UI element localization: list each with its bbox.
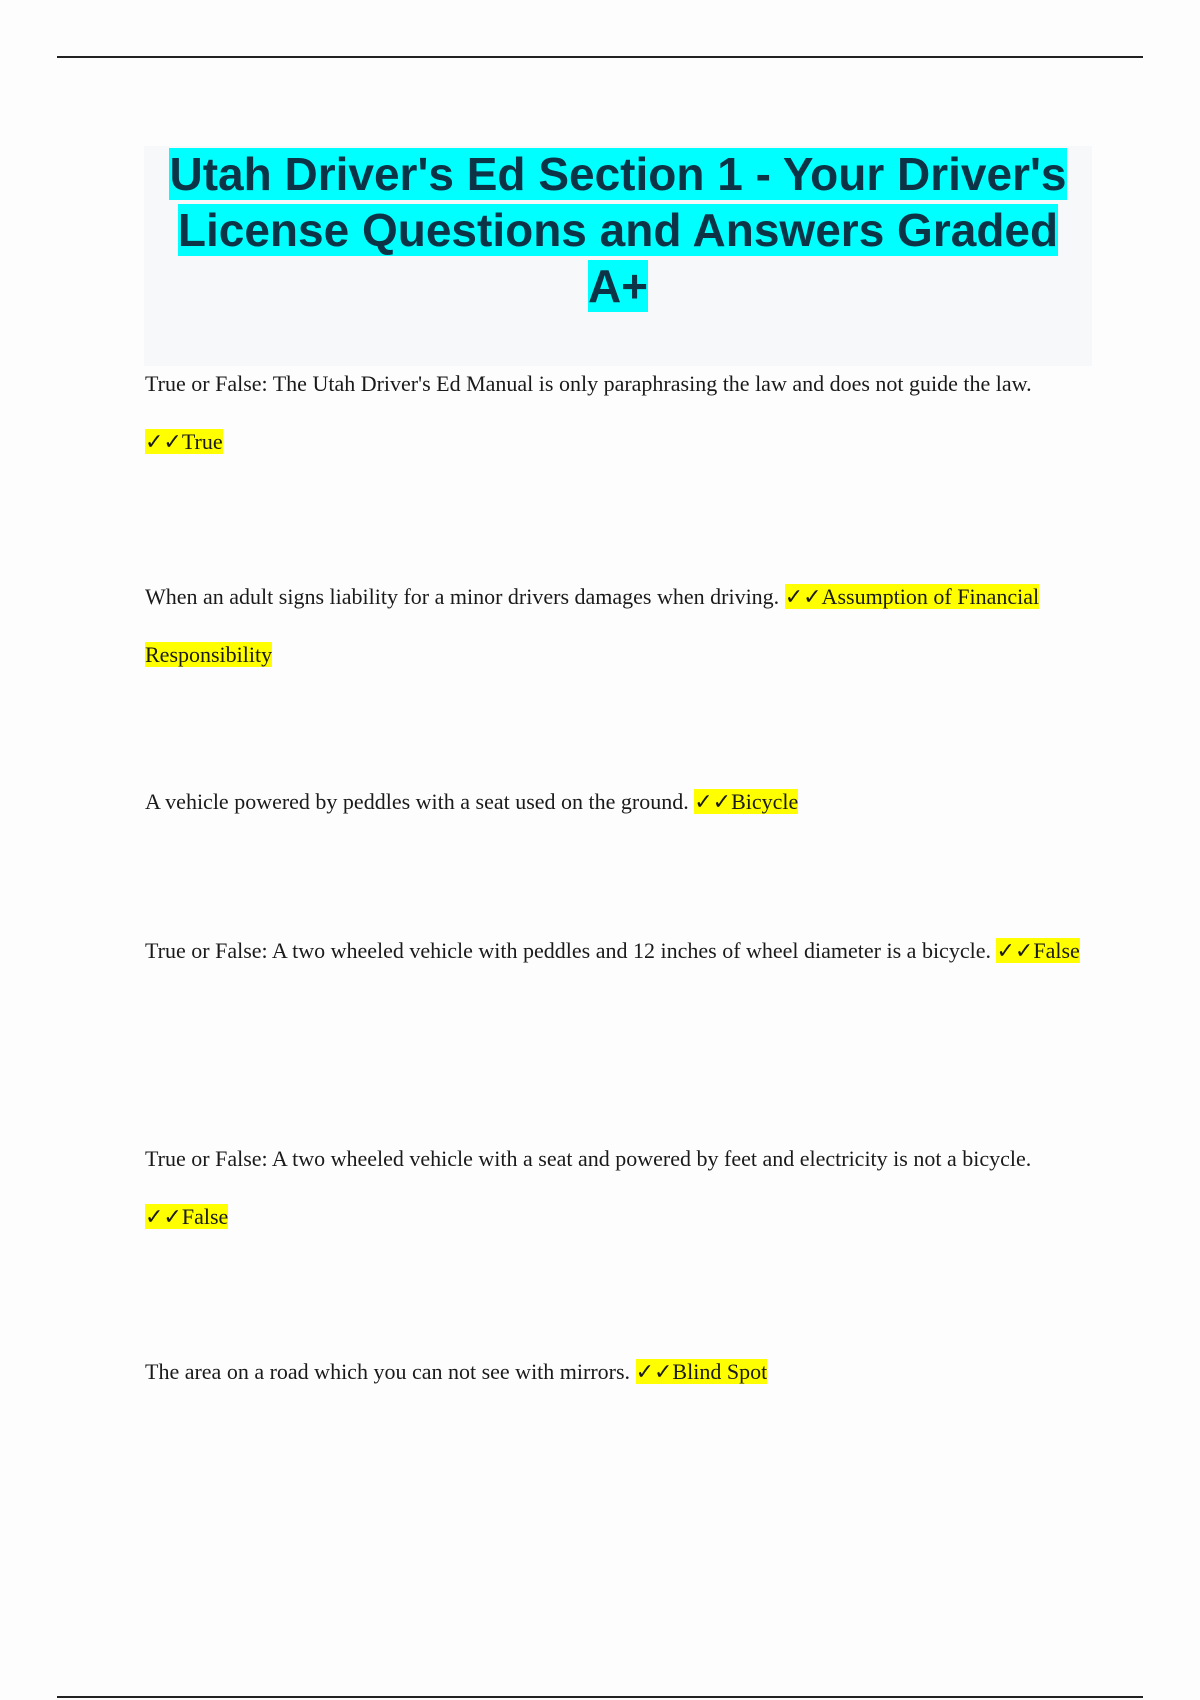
answer-text: ✓✓False (996, 938, 1080, 963)
question-text: The area on a road which you can not see with mirrors. (145, 1359, 631, 1384)
answer-text: ✓✓Bicycle (694, 789, 799, 814)
question-text: A vehicle powered by peddles with a seat used on the ground. (145, 789, 689, 814)
bottom-rule (57, 1696, 1143, 1698)
qa-item-1 (145, 355, 1085, 471)
document-title-text: Utah Driver's Ed Section 1 - Your Driver's License Questions and Answers Graded A+ (169, 148, 1067, 312)
qa-item-4 (145, 922, 1085, 980)
qa-item-3 (145, 773, 1085, 831)
qa-item-2 (145, 568, 1085, 684)
answer-text: ✓✓True (145, 429, 223, 454)
question-text: True or False: A two wheeled vehicle with peddles and 12 inches of wheel diameter is a bicycle. (145, 938, 991, 963)
answer-text: ✓✓Blind Spot (635, 1359, 768, 1384)
qa-item-5 (145, 1130, 1085, 1246)
title-box (144, 146, 1092, 366)
question-text: True or False: The Utah Driver's Ed Manual is only paraphrasing the law and does not guide the law. (145, 371, 1032, 396)
document-title (144, 146, 1092, 314)
question-text: True or False: A two wheeled vehicle with a seat and powered by feet and electricity is not a bicycle. (145, 1146, 1032, 1171)
question-text: When an adult signs liability for a minor drivers damages when driving. (145, 584, 780, 609)
answer-text: ✓✓False (145, 1204, 229, 1229)
qa-item-6 (145, 1343, 1085, 1401)
answer-text: ✓✓Assumption of Financial Responsibility (145, 584, 1040, 667)
top-rule (57, 56, 1143, 58)
